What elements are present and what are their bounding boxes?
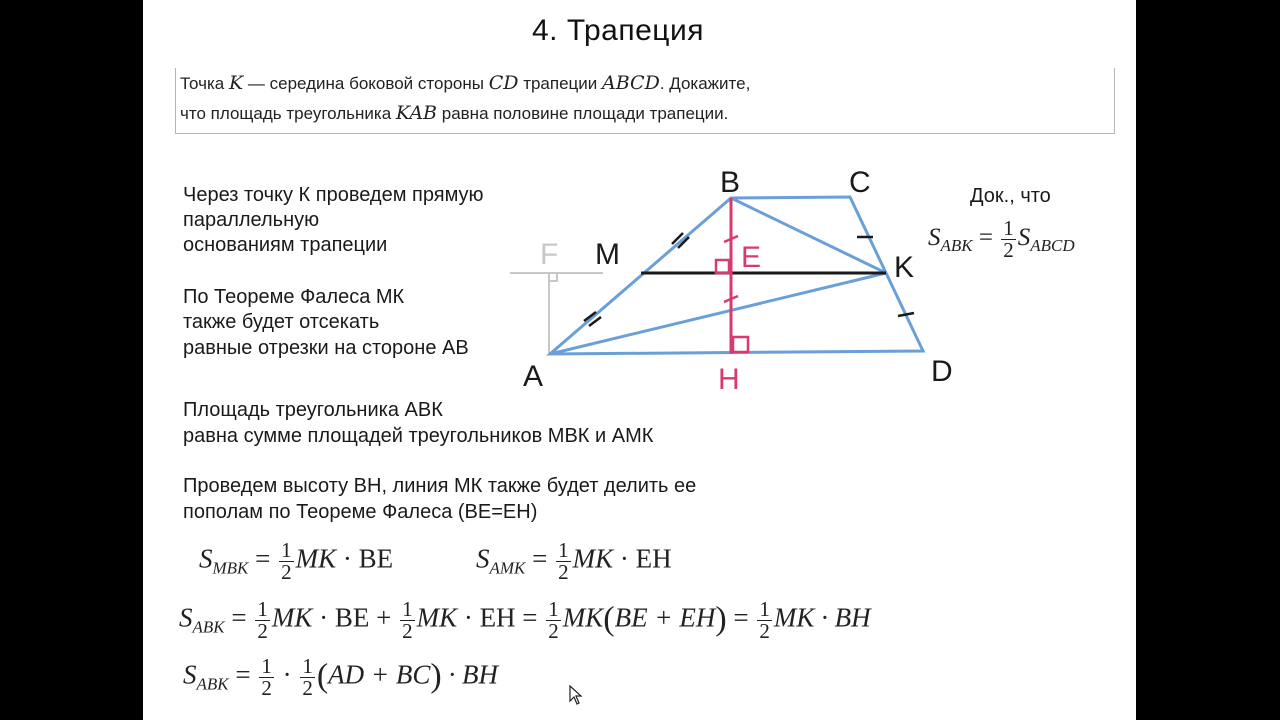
problem-line-2 [180, 102, 728, 124]
formula-s-mbk: $S_{MBK}$ = $\frac{1}{2}$ MK · BE [199, 538, 394, 584]
prove-formula [928, 218, 1075, 261]
prove-label: Док., что [970, 185, 1051, 207]
problem-text: трапеции [518, 74, 602, 93]
problem-statement-box [175, 68, 1115, 134]
formula-fraction: $\frac{1}{2}$ [558, 538, 569, 584]
step-text: Через точку К проведем прямую [183, 184, 484, 206]
aux-right-angle-mark [549, 273, 557, 281]
formula-s-amk: $S_{AMK}$ = $\frac{1}{2}$ MK · EH [476, 538, 672, 584]
problem-text: Точка [180, 74, 229, 93]
step-text: равна сумме площадей треугольников МВК и АМК [183, 425, 654, 447]
formula-fraction: $\frac{1}{2}$ [281, 538, 292, 584]
label-f: F [540, 238, 559, 271]
formula-fraction: $\frac{1}{2}$ [257, 597, 268, 643]
label-c: C [849, 166, 871, 199]
right-angle-mark-h [733, 337, 748, 352]
formula-fraction: $\frac{1}{2}$ [261, 654, 272, 700]
formula-eq: = [978, 224, 993, 252]
mouse-pointer-icon [569, 685, 583, 705]
formula-fraction: $\frac{1}{2}$ [548, 597, 559, 643]
formula-fraction: $\frac{1}{2}$ [759, 597, 770, 643]
problem-text: равна половине площади трапеции. [437, 104, 729, 123]
label-h: H [718, 363, 740, 396]
step-text: равные отрезки на стороне АВ [183, 337, 469, 359]
formula-sub: ABCD [1030, 236, 1075, 256]
problem-math: ABCD [602, 72, 660, 94]
label-a: A [523, 360, 544, 393]
problem-math: CD [488, 72, 519, 94]
label-d: D [931, 355, 953, 388]
step-text: пополам по Теореме Фалеса (ВЕ=ЕН) [183, 501, 538, 523]
label-e: E [741, 241, 762, 274]
trapezoid-abcd [550, 197, 923, 354]
trapezoid-diagram [473, 150, 993, 400]
tick-kd [898, 313, 914, 316]
formula-fraction: $\frac{1}{2}$ [302, 654, 313, 700]
step-text: также будет отсекать [183, 311, 380, 333]
formula-fraction: $\frac{1}{2}$ [402, 597, 413, 643]
problem-text: что площадь треугольника [180, 104, 396, 123]
problem-math: K [228, 72, 244, 94]
label-k: K [894, 251, 915, 284]
formula-s-abk-sum: $S_{ABK}$ = $\frac{1}{2}$ MK · BE + $\frac{1}{2}$ MK · EH = $\frac{1}{2}$ MK(BE + EH) = $\frac{1}{2}$ MK · BH [179, 597, 871, 643]
formula-s-abk-final: $S_{ABK}$ = $\frac{1}{2}$ · $\frac{1}{2}$ (AD + BC) · BH [183, 654, 498, 700]
label-b: B [720, 166, 741, 199]
step-text: Проведем высоту ВН, линия МК также будет делить ее [183, 475, 697, 497]
formula-s: S [1017, 224, 1031, 252]
formula-sub: ABK [940, 236, 973, 256]
step-text: параллельную [183, 209, 320, 231]
segment-ak [550, 273, 886, 354]
step-text: основаниям трапеции [183, 234, 388, 256]
right-angle-mark-e [716, 260, 729, 273]
problem-text: — середина боковой стороны [243, 74, 489, 93]
formula-fraction: $\frac{1}{2}$ [1003, 216, 1014, 262]
slide-page [143, 0, 1136, 720]
problem-text: . Докажите, [659, 74, 751, 93]
problem-line-1 [180, 72, 750, 94]
problem-math: KAB [395, 102, 438, 124]
slide-title: 4. Трапеция [532, 14, 704, 47]
step-text: Площадь треугольника АВК [183, 399, 443, 421]
step-text: По Теореме Фалеса МК [183, 286, 405, 308]
formula-s: S [928, 224, 941, 252]
label-m: M [595, 238, 620, 271]
